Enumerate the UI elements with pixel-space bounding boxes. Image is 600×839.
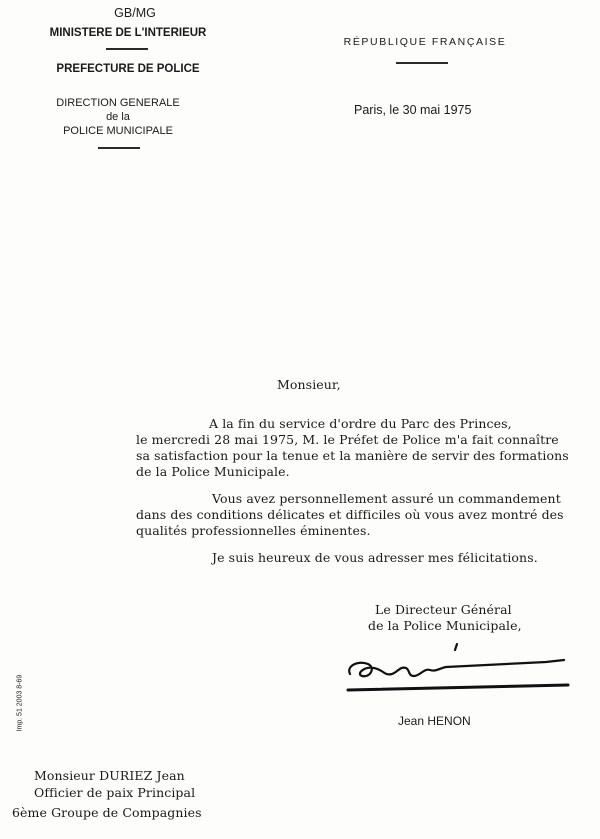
divider-direction xyxy=(98,147,140,149)
recipient-line-1: Monsieur DURIEZ Jean xyxy=(34,768,185,783)
recipient-line-2: Officier de paix Principal xyxy=(34,785,196,800)
divider-ministry xyxy=(106,48,148,50)
direction-line-1: DIRECTION GENERALE xyxy=(56,97,180,109)
paragraph-1-line-2: le mercredi 28 mai 1975, M. le Préfet de Police m'a fait connaître xyxy=(136,432,559,447)
direction-line-2: de la xyxy=(106,111,130,123)
paragraph-1-line-4: de la Police Municipale. xyxy=(136,464,290,479)
direction-line-3: POLICE MUNICIPALE xyxy=(63,125,173,137)
signatory-title-line-1: Le Directeur Général xyxy=(375,602,512,617)
paragraph-2-line-2: dans des conditions délicates et difficiles où vous avez montré des xyxy=(136,507,564,522)
print-code: Imp. 51 2003 8-69 xyxy=(16,674,24,732)
paragraph-3-line-1: Je suis heureux de vous adresser mes félicitations. xyxy=(212,550,538,565)
recipient-line-3: 6ème Groupe de Compagnies xyxy=(12,805,202,820)
paragraph-2-line-1: Vous avez personnellement assuré un commandement xyxy=(212,491,561,506)
paragraph-2-line-3: qualités professionnelles éminentes. xyxy=(136,523,371,538)
divider-republic xyxy=(396,62,448,64)
signatory-title-line-2: de la Police Municipale, xyxy=(368,618,522,633)
letter-date: Paris, le 30 mai 1975 xyxy=(354,103,472,117)
paragraph-1-line-1: A la fin du service d'ordre du Parc des Princes, xyxy=(209,416,512,431)
reference-code: GB/MG xyxy=(114,6,156,20)
paragraph-1-line-3: sa satisfaction pour la tenue et la manière de servir des formations xyxy=(136,448,569,463)
ministry-name: MINISTERE DE L'INTERIEUR xyxy=(49,27,207,39)
prefecture-name: PREFECTURE DE POLICE xyxy=(56,63,200,75)
signatory-name: Jean HENON xyxy=(398,714,471,728)
handwritten-signature xyxy=(340,640,580,700)
salutation: Monsieur, xyxy=(277,377,341,392)
republic-heading: RÉPUBLIQUE FRANÇAISE xyxy=(343,36,507,48)
